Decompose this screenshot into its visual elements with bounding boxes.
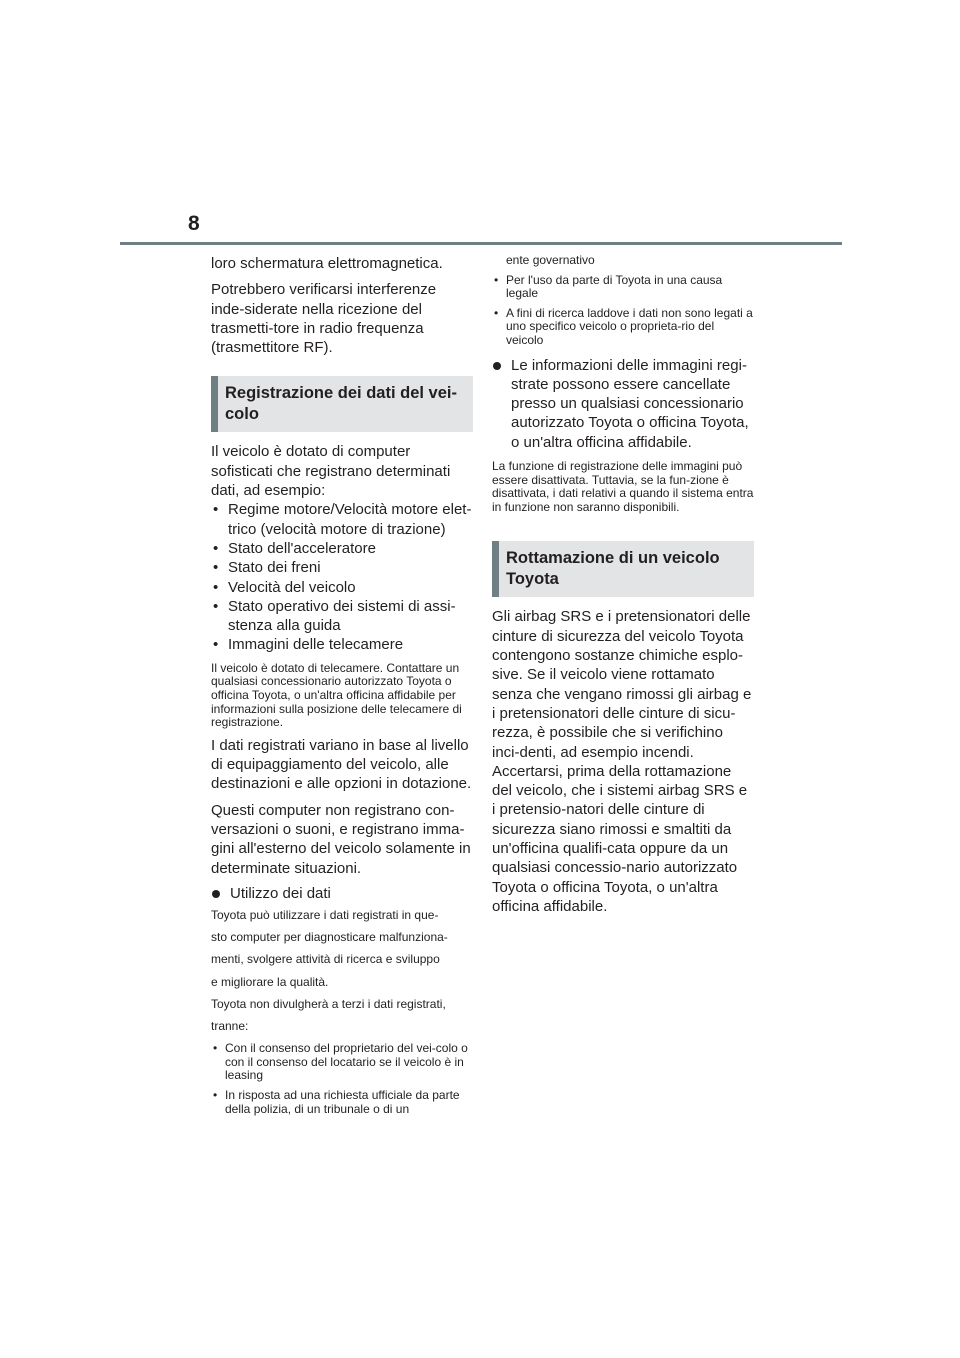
list-item: • Per l'uso da parte di Toyota in una causa legale bbox=[492, 274, 754, 301]
right-column bbox=[492, 254, 754, 923]
camera-note: Il veicolo è dotato di telecamere. Contattare un qualsiasi concessionario autorizzato Toyota o officina Toyota, o un'altra officina affidabile per informazioni sulla posizione delle telecamere di registrazione. bbox=[211, 660, 462, 730]
list-item: • Stato dei freni bbox=[211, 558, 473, 577]
list-item: • Regime motore/Velocità motore elet-trico (velocità motore di trazione) bbox=[211, 500, 473, 539]
list-item: • Stato operativo dei sistemi di assi-stenza alla guida bbox=[211, 597, 473, 636]
heading-accent-bar bbox=[492, 541, 499, 597]
recording-function-note: La funzione di registrazione delle immagini può essere disattivata. Tuttavia, se la fun-zione è disattivata, i dati relativi a quando il sistema entra in funzione non saranno disponibili. bbox=[492, 459, 754, 514]
list-item: • Stato dell'acceleratore bbox=[211, 539, 473, 558]
section-heading-vehicle-scrapping bbox=[492, 541, 754, 597]
computers-paragraph: Il veicolo è dotato di computer sofisticati che registrano determinati dati, ad esempio: bbox=[211, 443, 451, 500]
text-line: menti, svolgere attività di ricerca e sviluppo bbox=[211, 952, 440, 967]
recorded-data-list bbox=[211, 500, 473, 654]
section-heading-title: Rottamazione di un veicolo Toyota bbox=[506, 549, 720, 589]
no-conversations-paragraph: Questi computer non registrano con-versazioni o suoni, e registrano imma-gini all'esterno del veicolo solamente in determinate situazioni. bbox=[211, 801, 471, 877]
data-usage-text bbox=[211, 909, 473, 1034]
data-usage-title: Utilizzo dei dati bbox=[230, 884, 331, 902]
left-column bbox=[211, 254, 473, 1122]
list-item-continuation: ente governativo bbox=[506, 253, 595, 267]
exceptions-list bbox=[211, 1042, 473, 1116]
page-number: 8 bbox=[188, 212, 200, 235]
list-item: • In risposta ad una richiesta ufficiale da parte della polizia, di un tribunale o di un bbox=[211, 1089, 473, 1116]
bullet-dot-icon bbox=[493, 362, 501, 370]
data-usage-bullet bbox=[211, 884, 473, 903]
image-info-bullet bbox=[492, 356, 754, 452]
list-item: • A fini di ricerca laddove i dati non sono legati a uno specifico veicolo o proprieta-rio del veicolo bbox=[492, 307, 754, 348]
text-line: tranne: bbox=[211, 1019, 249, 1034]
rf-interference-paragraph: Potrebbero verificarsi interferenze inde-siderate nella ricezione del trasmetti-tore in radio frequenza (trasmettitore RF). bbox=[211, 281, 437, 357]
section-heading-data-recording bbox=[211, 376, 473, 432]
list-item: • Con il consenso del proprietario del vei-colo o con il consenso del locatario se il veicolo è in leasing bbox=[211, 1042, 473, 1083]
list-item: • Velocità del veicolo bbox=[211, 578, 473, 597]
intro-text: loro schermatura elettromagnetica. bbox=[211, 255, 443, 272]
heading-accent-bar bbox=[211, 376, 218, 432]
exceptions-list-continued bbox=[492, 254, 754, 348]
section-heading-title: Registrazione dei dati del vei-colo bbox=[225, 384, 457, 424]
recorded-data-paragraph: I dati registrati variano in base al livello di equipaggiamento del veicolo, alle destinazioni e alle opzioni in dotazione. bbox=[211, 736, 472, 793]
text-line: sto computer per diagnosticare malfunziona- bbox=[211, 930, 448, 945]
text-line: Toyota non divulgherà a terzi i dati registrati, bbox=[211, 996, 446, 1011]
bullet-dot-icon bbox=[212, 890, 220, 898]
scrapping-paragraph: Gli airbag SRS e i pretensionatori delle cinture di sicurezza del veicolo Toyota contengono sostanze chimiche esplo-sive. Se il veicolo viene rottamato senza che vengano rimossi gli airbag e i pretensionatori delle cinture di sicu-rezza, è possibile che si verifichino inci-denti, ad esempio incendi. Accertarsi, prima della rottamazione del veicolo, che i sistemi airbag SRS e i pretensio-natori delle cinture di sicurezza siano rimossi e smaltiti da un'officina qualifi-cata oppure da un qualsiasi concessio-nario autorizzato Toyota o officina Toyota, o un'altra officina affidabile. bbox=[492, 608, 752, 915]
header-rule bbox=[120, 242, 842, 245]
text-line: Toyota può utilizzare i dati registrati in que- bbox=[211, 908, 439, 923]
image-info-text: Le informazioni delle immagini regi-strate possono essere cancellate presso un qualsiasi concessionario autorizzato Toyota o officina Toyota, o un'altra officina affidabile. bbox=[511, 356, 749, 451]
list-item: • Immagini delle telecamere bbox=[211, 635, 473, 654]
text-line: e migliorare la qualità. bbox=[211, 974, 329, 989]
